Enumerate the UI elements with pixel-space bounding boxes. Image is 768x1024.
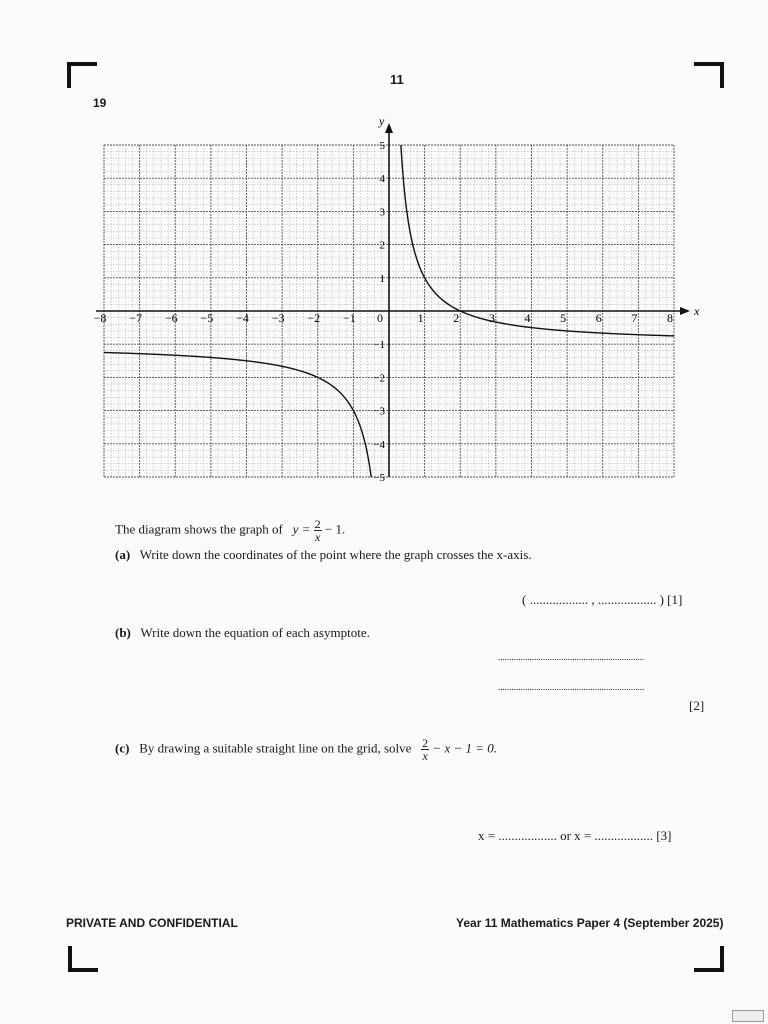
x-tick-label: −4 (236, 311, 249, 325)
intro-text: The diagram shows the graph of (115, 521, 283, 537)
intro-eq-lhs: y = (292, 521, 311, 537)
part-c-eq-rest: − x − 1 = 0. (432, 740, 498, 756)
part-c-label: (c) (115, 740, 130, 756)
y-tick-label: −1 (373, 339, 385, 352)
part-b-question (115, 625, 370, 641)
x-tick-label: 8 (667, 311, 673, 325)
corner-mark-bottom-right (694, 946, 724, 972)
scanner-logo (732, 1010, 764, 1022)
part-a-question (115, 547, 532, 563)
x-tick-label: −2 (307, 311, 321, 325)
x-tick-label: −8 (93, 311, 107, 325)
x-tick-label: −6 (164, 311, 178, 325)
x-tick-label: 5 (560, 311, 567, 325)
y-tick-label: −4 (373, 438, 385, 451)
y-tick-label: 3 (379, 206, 385, 219)
y-axis-label: y (379, 114, 385, 128)
x-axis-label: x (694, 304, 700, 318)
x-tick-label: −7 (129, 311, 143, 325)
part-b-text: Write down the equation of each asymptote. (140, 625, 370, 640)
part-b-answer-line-2: ................................................................. (498, 682, 645, 692)
x-tick-label: 7 (631, 311, 638, 325)
corner-mark-bottom-left (68, 946, 98, 972)
x-axis-arrow (680, 307, 690, 315)
part-b-label: (b) (115, 625, 131, 640)
intro-frac-den: x (315, 530, 321, 544)
y-tick-label: 1 (379, 272, 385, 285)
part-c-fraction (421, 737, 429, 762)
footer-left: PRIVATE AND CONFIDENTIAL (66, 916, 238, 930)
x-tick-label: 4 (524, 311, 531, 325)
part-c-frac-den: x (422, 749, 428, 763)
part-a-text: Write down the coordinates of the point where the graph crosses the x-axis. (139, 547, 532, 562)
y-tick-label: −2 (373, 372, 385, 385)
y-axis-arrow (385, 123, 393, 133)
curve-left-branch (104, 353, 371, 478)
y-tick-label: 5 (379, 140, 385, 152)
part-b-marks: [2] (689, 698, 705, 713)
y-tick-label: −3 (373, 405, 385, 418)
x-tick-label: −1 (342, 311, 356, 325)
question-number: 19 (93, 96, 107, 110)
intro-fraction (314, 518, 322, 543)
curve-right-branch (401, 145, 674, 336)
part-b-answer-line-1: ................................................................. (498, 652, 645, 662)
x-tick-label: 3 (488, 311, 495, 325)
x-tick-label: 1 (417, 311, 424, 325)
part-c-answer: x = .................. or x = .................. [3] (478, 828, 672, 843)
footer-right: Year 11 Mathematics Paper 4 (September 2025) (456, 916, 724, 930)
part-c-question (115, 737, 497, 762)
part-c-text: By drawing a suitable straight line on the grid, solve (139, 740, 412, 756)
x-tick-label: −3 (271, 311, 285, 325)
x-tick-label: 0 (377, 311, 383, 325)
y-tick-label: 4 (379, 173, 385, 186)
part-a-label: (a) (115, 547, 131, 562)
intro-eq-rhs: − 1. (324, 521, 346, 537)
x-tick-label: 2 (453, 311, 460, 325)
part-c-frac-num: 2 (422, 736, 429, 750)
x-tick-label: −5 (200, 311, 214, 325)
intro-frac-num: 2 (314, 517, 321, 531)
x-tick-label: 6 (595, 311, 602, 325)
y-tick-label: −5 (373, 472, 385, 484)
intro-line (115, 518, 345, 543)
y-tick-label: 2 (379, 239, 385, 252)
page-number: 11 (390, 72, 404, 87)
graph-of-curve (0, 0, 768, 500)
part-a-answer: ( .................. , .................. ) [1] (522, 592, 683, 607)
